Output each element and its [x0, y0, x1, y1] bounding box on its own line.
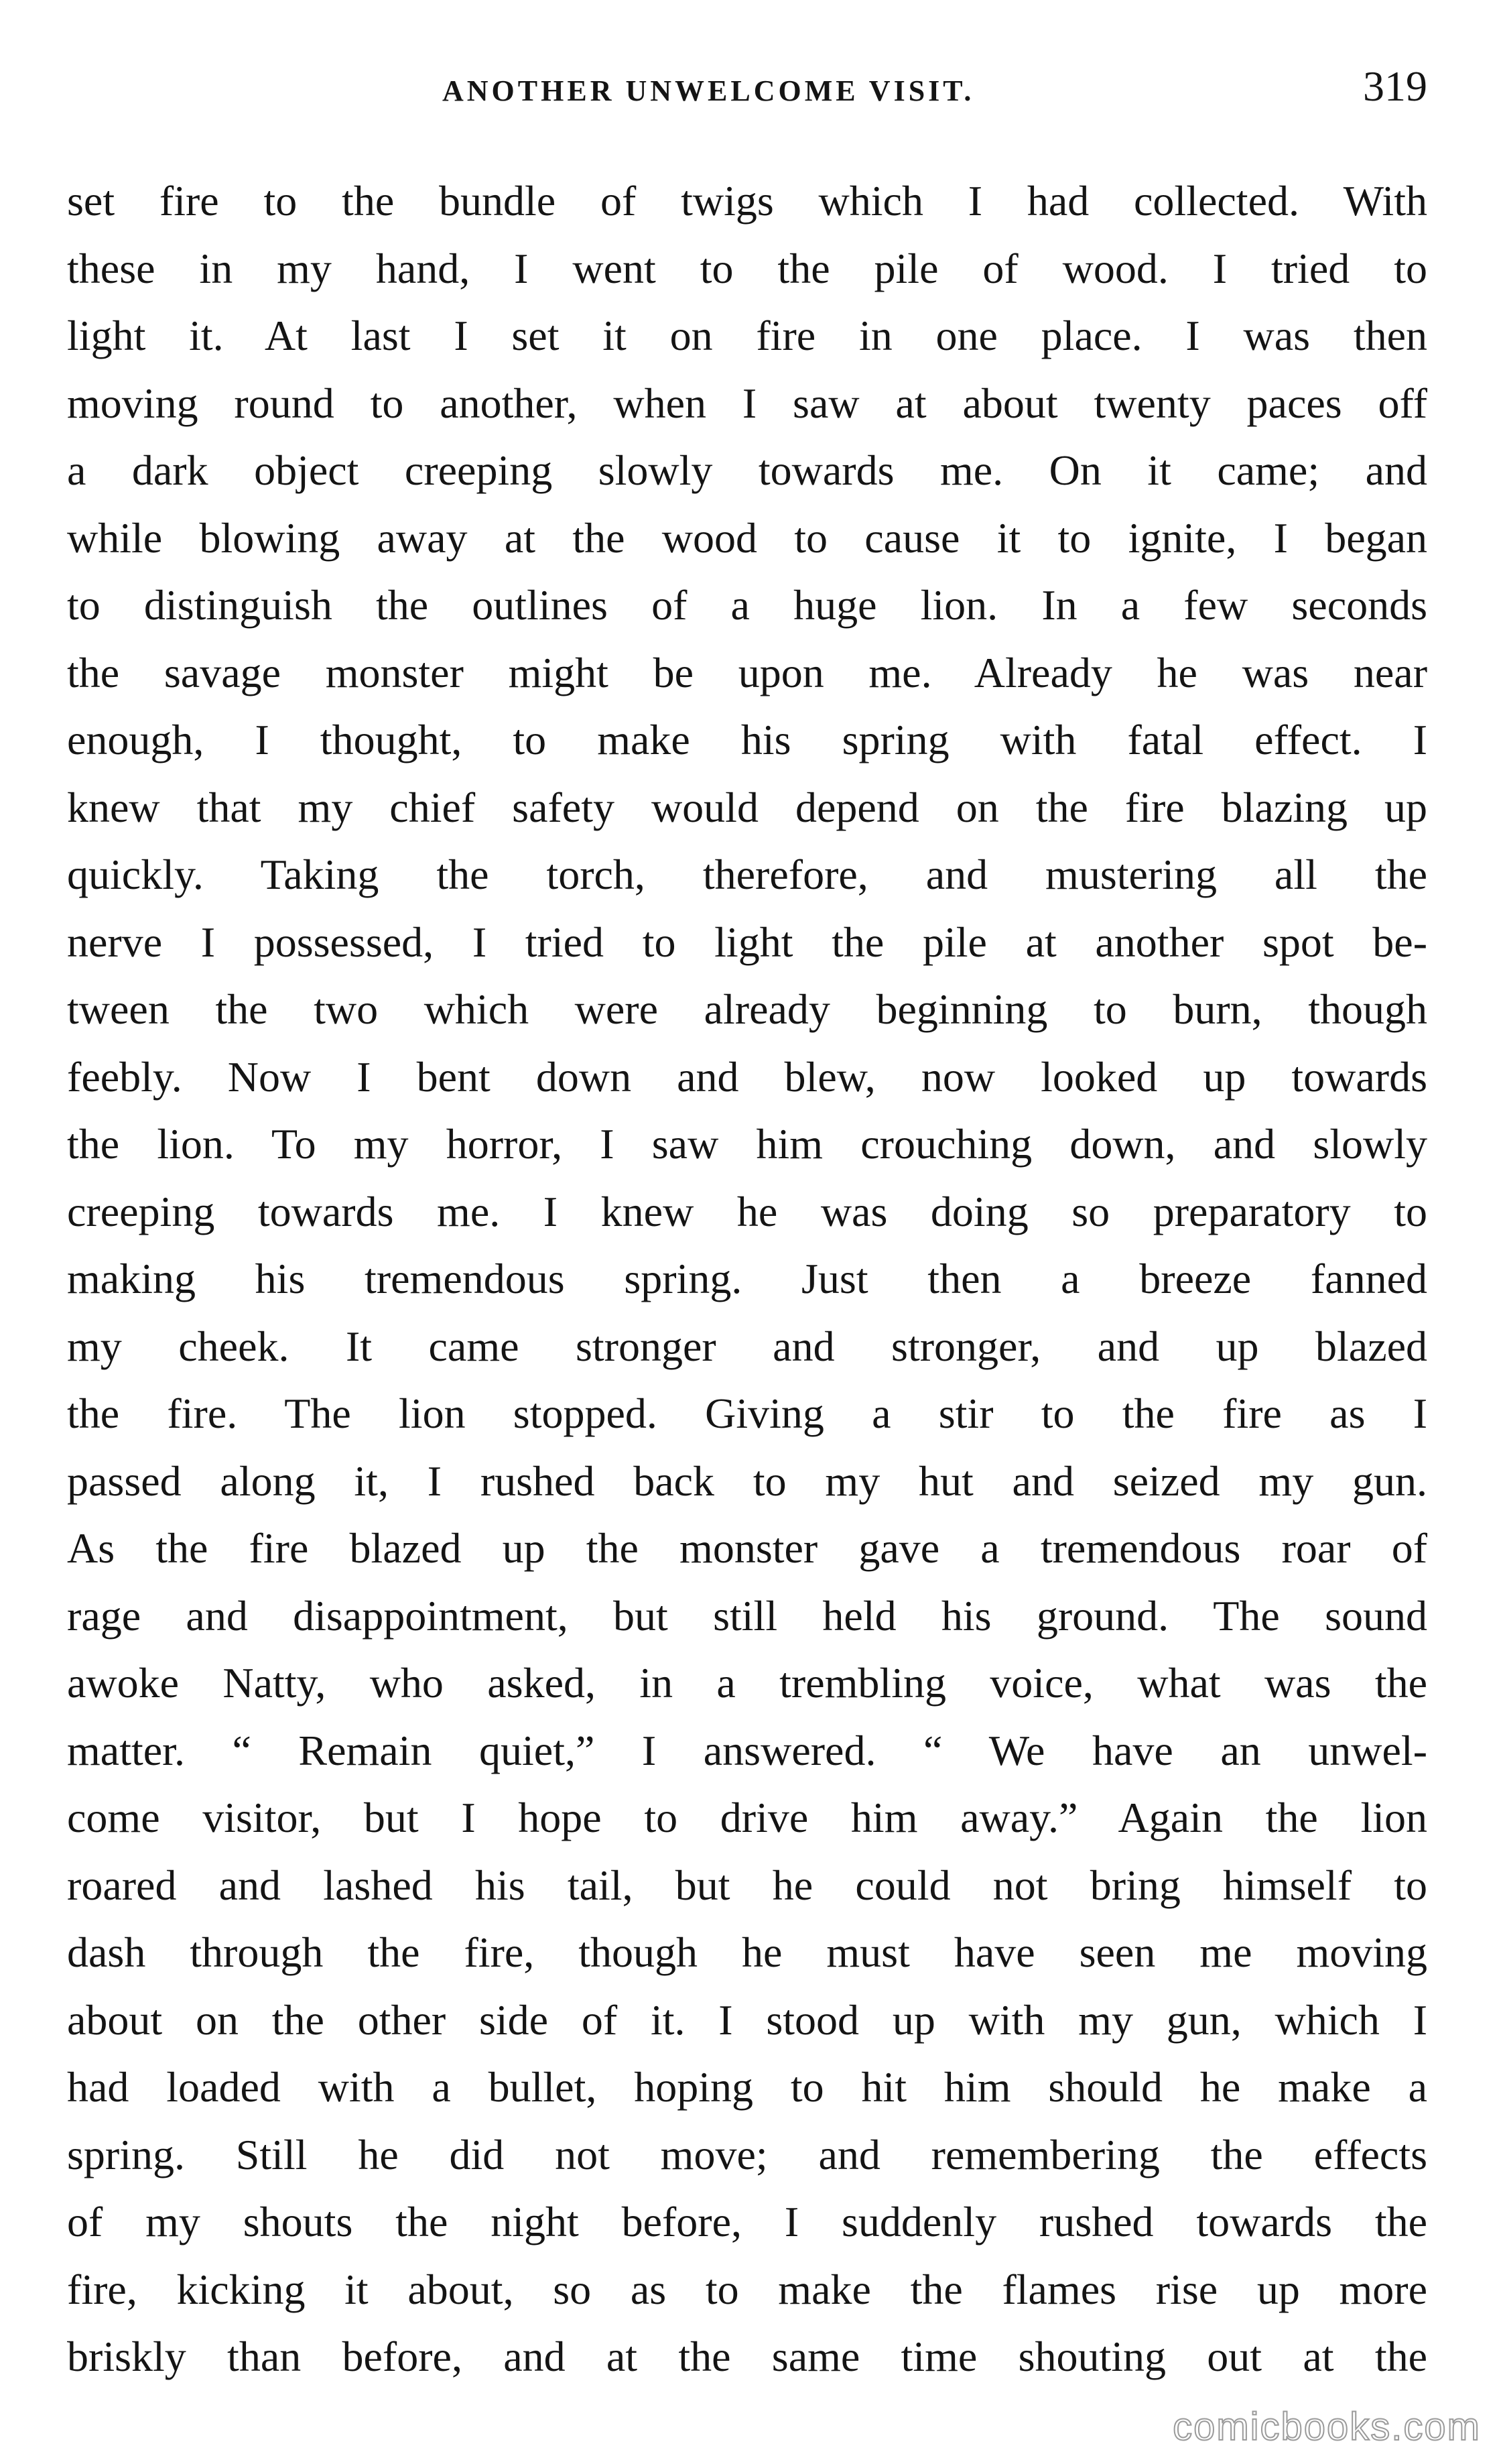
text-line: light it. At last I set it on fire in one place. I was then — [67, 312, 1427, 359]
text-line: matter. “ Remain quiet,” I answered. “ We have an unwel- — [67, 1726, 1427, 1774]
text-line: a dark object creeping slowly towards me. On it came; and — [67, 446, 1427, 494]
text-line: creeping towards me. I knew he was doing so preparatory to — [67, 1187, 1427, 1235]
text-line: moving round to another, when I saw at about twenty paces off — [67, 379, 1427, 427]
text-line: these in my hand, I went to the pile of wood. I tried to — [67, 244, 1427, 292]
text-line: making his tremendous spring. Just then a breeze fanned — [67, 1255, 1427, 1302]
text-line: had loaded with a bullet, hoping to hit him should he make a — [67, 2063, 1427, 2111]
text-line: rage and disappointment, but still held his ground. The sound — [67, 1591, 1427, 1640]
page-number: 319 — [1363, 62, 1427, 110]
text-line: awoke Natty, who asked, in a trembling voice, what was the — [67, 1659, 1427, 1707]
watermark: comicbooks.com — [1173, 2405, 1481, 2449]
text-line: to distinguish the outlines of a huge lion. In a few seconds — [67, 581, 1427, 629]
text-line: about on the other side of it. I stood up with my gun, which I — [67, 1995, 1427, 2044]
text-line: while blowing away at the wood to cause it to ignite, I began — [67, 513, 1427, 562]
text-line: dash through the fire, though he must have seen me moving — [67, 1928, 1427, 1976]
text-line: the fire. The lion stopped. Giving a stir to the fire as I — [67, 1390, 1427, 1437]
text-line: spring. Still he did not move; and remembering the effects — [67, 2130, 1427, 2178]
body-text — [67, 168, 1427, 2391]
text-line: As the fire blazed up the monster gave a tremendous roar of — [67, 1524, 1427, 1572]
text-line: passed along it, I rushed back to my hut and seized my gun. — [67, 1457, 1427, 1505]
text-line: my cheek. It came stronger and stronger, and up blazed — [67, 1322, 1427, 1370]
text-line: fire, kicking it about, so as to make the flames rise up more — [67, 2265, 1427, 2313]
text-line: roared and lashed his tail, but he could not bring himself to — [67, 1861, 1427, 1909]
text-line: feebly. Now I bent down and blew, now looked up towards — [67, 1052, 1427, 1101]
text-line: enough, I thought, to make his spring with fatal effect. I — [67, 716, 1427, 763]
running-head: ANOTHER UNWELCOME VISIT. — [442, 74, 975, 107]
text-line: set fire to the bundle of twigs which I had collected. With — [67, 177, 1427, 225]
text-line: quickly. Taking the torch, therefore, and mustering all the — [67, 851, 1427, 898]
text-line: the lion. To my horror, I saw him crouching down, and slowly — [67, 1120, 1427, 1168]
text-line: come visitor, but I hope to drive him away.” Again the lion — [67, 1794, 1427, 1841]
text-line: briskly than before, and at the same time shouting out at the — [67, 2333, 1427, 2380]
page-header — [67, 62, 1427, 122]
text-line: knew that my chief safety would depend on the fire blazing up — [67, 783, 1427, 831]
text-line: tween the two which were already beginning to burn, though — [67, 985, 1427, 1033]
text-line: of my shouts the night before, I suddenly rushed towards the — [67, 2198, 1427, 2245]
text-line: nerve I possessed, I tried to light the pile at another spot be- — [67, 918, 1427, 966]
text-line: the savage monster might be upon me. Already he was near — [67, 648, 1427, 696]
